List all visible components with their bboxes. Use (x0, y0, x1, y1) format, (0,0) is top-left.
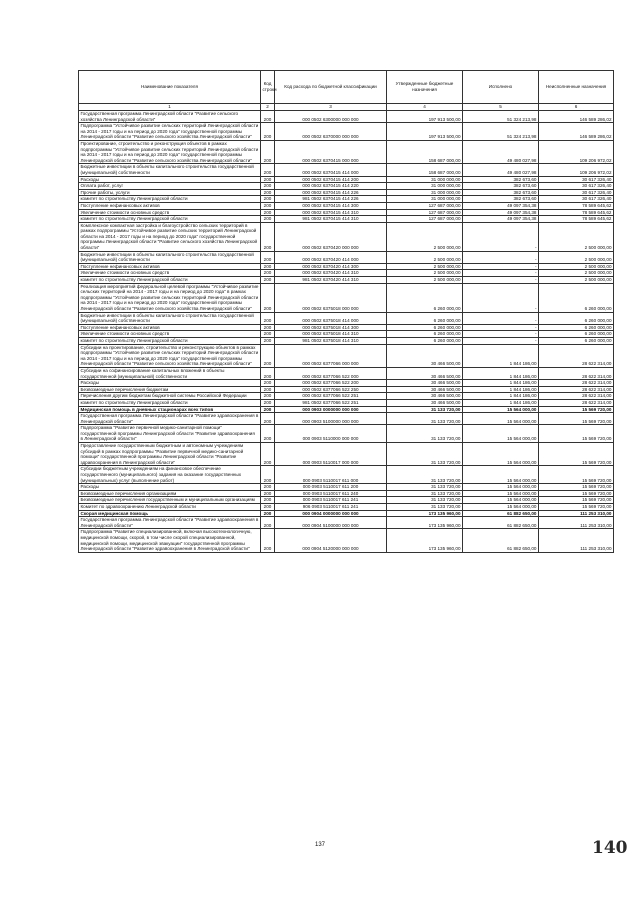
row-done: 382 673,60 (463, 176, 539, 183)
row-rest: 78 589 645,62 (539, 209, 614, 216)
row-code: 200 (261, 270, 275, 277)
row-rest: 30 617 326,40 (539, 189, 614, 196)
row-code: 200 (261, 222, 275, 251)
row-code: 200 (261, 324, 275, 331)
row-name: Прочие работы, услуги (79, 189, 261, 196)
row-done: - (463, 331, 539, 338)
row-plan: 30 466 500,00 (387, 386, 463, 393)
table-row (79, 176, 614, 183)
row-done: - (463, 222, 539, 251)
row-name: Подпрограмма "Развитие специализированной, включая высокотехнологичную, медицинской помощи, скорой, в том числе скорой специализированной, медицинской помощи, медицинской эвакуации" государственной программы Ленинградской области "Развитие здравоохранения в Ленинградской области" (79, 529, 261, 552)
row-done: 1 844 186,00 (463, 380, 539, 387)
row-kbk: 000 0502 6370415 414 220 (275, 183, 387, 190)
col-number: 2 (261, 104, 275, 111)
row-plan: 31 000 000,00 (387, 183, 463, 190)
row-name: Субсидии бюджетным учреждениям на финансовое обеспечение государственного (муниципального) задания на оказание государственных (муниципальных) услуг (выполнение работ) (79, 466, 261, 484)
budget-table (78, 70, 614, 553)
row-code: 200 (261, 504, 275, 511)
table-header-row (79, 71, 614, 104)
row-rest: 2 500 000,00 (539, 270, 614, 277)
column-number-row (79, 104, 614, 111)
row-kbk: 000 0502 6375018 414 000 (275, 312, 387, 324)
row-done: 15 564 000,00 (463, 406, 539, 413)
col-number: 5 (463, 104, 539, 111)
row-rest: 15 569 720,00 (539, 484, 614, 491)
row-kbk: 000 0904 5120000 000 000 (275, 529, 387, 552)
row-kbk: 000 0502 6375018 414 300 (275, 324, 387, 331)
row-code: 200 (261, 529, 275, 552)
row-done: 382 673,60 (463, 183, 539, 190)
row-plan: 127 687 000,00 (387, 209, 463, 216)
row-done: - (463, 263, 539, 270)
row-code: 200 (261, 413, 275, 425)
row-kbk: 000 0502 6377066 522 250 (275, 386, 387, 393)
row-kbk: 000 0903 5110017 611 241 (275, 497, 387, 504)
row-name: Государственная программа Ленинградской области "Развитие здравоохранения в Ленинградской области" (79, 413, 261, 425)
row-rest: 15 569 720,00 (539, 443, 614, 466)
row-kbk: 981 0502 6370415 414 310 (275, 216, 387, 223)
row-plan: 2 500 000,00 (387, 222, 463, 251)
row-done: 15 564 000,00 (463, 425, 539, 443)
row-done: 49 480 027,98 (463, 164, 539, 176)
row-done: 1 844 186,00 (463, 344, 539, 367)
row-code: 200 (261, 251, 275, 263)
row-rest: 2 500 000,00 (539, 222, 614, 251)
row-plan: 6 260 000,00 (387, 283, 463, 312)
row-plan: 31 133 720,00 (387, 497, 463, 504)
row-rest: 28 622 314,00 (539, 386, 614, 393)
row-done: 61 882 650,00 (463, 510, 539, 517)
row-name: Предоставление государственным бюджетным и автономным учреждениям субсидий в рамках подпрограммы "Развитие первичной медико-санитарной помощи" государственной программы Ленинградской области "Развитие здравоохранения в Ленинградской области" (79, 443, 261, 466)
row-kbk: 981 0502 6375018 414 310 (275, 337, 387, 344)
table-row (79, 510, 614, 517)
row-kbk: 000 0502 6375018 000 000 (275, 283, 387, 312)
row-rest: 2 500 000,00 (539, 277, 614, 284)
row-code: 200 (261, 344, 275, 367)
row-name: комитет по строительству Ленинградской области (79, 399, 261, 406)
row-name: Скорая медицинская помощь (79, 510, 261, 517)
row-rest: 30 617 326,40 (539, 183, 614, 190)
row-plan: 30 466 500,00 (387, 367, 463, 379)
table-row (79, 425, 614, 443)
header-done: Исполнено (463, 71, 539, 104)
row-plan: 31 133 720,00 (387, 504, 463, 511)
row-plan: 31 133 720,00 (387, 413, 463, 425)
row-done: 15 564 000,00 (463, 497, 539, 504)
row-plan: 31 000 000,00 (387, 196, 463, 203)
table-row (79, 140, 614, 163)
row-kbk: 981 0502 6377066 522 251 (275, 399, 387, 406)
row-code: 200 (261, 111, 275, 123)
header-kbk: Код расхода по бюджетной классификации (275, 71, 387, 104)
row-rest: 6 260 000,00 (539, 283, 614, 312)
row-kbk: 000 0904 0000000 000 000 (275, 510, 387, 517)
row-name: Увеличение стоимости основных средств (79, 209, 261, 216)
row-name: Проектирование, строительство и реконструкция объектов в рамках подпрограммы "Устойчивое развитие сельских территорий Ленинградской области на 2014 - 2017 годы и на период до 2020 года" государственной программы Ленинградской области "Развитие сельского хозяйства Ленинградской области" (79, 140, 261, 163)
row-done: 15 564 000,00 (463, 490, 539, 497)
row-done: 49 097 354,38 (463, 202, 539, 209)
header-name: Наименование показателя (79, 71, 261, 104)
row-name: Поступление нефинансовых активов (79, 324, 261, 331)
row-kbk: 000 0903 5100000 000 000 (275, 413, 387, 425)
row-rest: 78 589 645,62 (539, 216, 614, 223)
table-row (79, 337, 614, 344)
row-rest: 109 206 972,02 (539, 164, 614, 176)
row-rest: 146 589 286,02 (539, 111, 614, 123)
table-row (79, 484, 614, 491)
row-plan: 158 687 000,00 (387, 140, 463, 163)
table-row (79, 283, 614, 312)
table-row (79, 517, 614, 529)
row-plan: 173 135 960,00 (387, 510, 463, 517)
row-plan: 31 133 720,00 (387, 443, 463, 466)
row-done: - (463, 251, 539, 263)
table-row (79, 263, 614, 270)
row-code: 200 (261, 189, 275, 196)
row-rest: 15 569 720,00 (539, 406, 614, 413)
table-row (79, 399, 614, 406)
row-rest: 30 617 326,40 (539, 176, 614, 183)
row-name: Бюджетные инвестиции в объекты капитального строительства государственной (муниципальной) собственности (79, 164, 261, 176)
row-rest: 28 622 314,00 (539, 380, 614, 387)
col-number: 4 (387, 104, 463, 111)
row-kbk: 981 0502 6370420 414 310 (275, 277, 387, 284)
row-done: 1 844 186,00 (463, 367, 539, 379)
row-done: 61 882 650,00 (463, 517, 539, 529)
table-row (79, 367, 614, 379)
row-kbk: 000 0903 5110000 000 000 (275, 425, 387, 443)
row-kbk: 981 0502 6370415 414 226 (275, 196, 387, 203)
archive-stamp: 140 (592, 838, 628, 858)
row-name: Поступление нефинансовых активов (79, 202, 261, 209)
row-code: 200 (261, 331, 275, 338)
row-plan: 6 260 000,00 (387, 324, 463, 331)
row-name: комитет по строительству Ленинградской области (79, 216, 261, 223)
row-done: 1 844 186,00 (463, 399, 539, 406)
row-name: Оплата работ, услуг (79, 183, 261, 190)
row-name: комитет по строительству Ленинградской области (79, 337, 261, 344)
row-done: - (463, 283, 539, 312)
row-plan: 6 260 000,00 (387, 312, 463, 324)
table-body (79, 111, 614, 553)
table-row (79, 222, 614, 251)
table-row (79, 443, 614, 466)
row-plan: 31 000 000,00 (387, 176, 463, 183)
col-number: 6 (539, 104, 614, 111)
table-row (79, 183, 614, 190)
row-plan: 6 260 000,00 (387, 337, 463, 344)
row-done: - (463, 324, 539, 331)
row-rest: 28 622 314,00 (539, 399, 614, 406)
header-code: Код строки (261, 71, 275, 104)
row-code: 200 (261, 393, 275, 400)
row-kbk: 000 0502 6370415 414 310 (275, 209, 387, 216)
row-name: Комплексное компактная застройка и благоустройство сельских территорий в рамках подпрограммы "Устойчивое развитие сельских территорий Ленинградской области на 2014 - 2017 годы и на период до 2020 года" государственной программы Ленинградской области "Развитие сельского хозяйства Ленинградской области" (79, 222, 261, 251)
row-code: 200 (261, 466, 275, 484)
row-name: Увеличение стоимости основных средств (79, 331, 261, 338)
table-row (79, 123, 614, 141)
header-rest: Неисполненные назначения (539, 71, 614, 104)
row-kbk: 000 0904 5100000 000 000 (275, 517, 387, 529)
table-row (79, 406, 614, 413)
row-rest: 146 589 286,02 (539, 123, 614, 141)
table-row (79, 277, 614, 284)
row-rest: 111 253 310,00 (539, 517, 614, 529)
row-rest: 15 569 720,00 (539, 466, 614, 484)
row-name: Медицинская помощь в дневных стационарах всех типов (79, 406, 261, 413)
row-kbk: 000 0502 6370420 414 000 (275, 251, 387, 263)
row-done: 51 324 213,98 (463, 111, 539, 123)
row-name: Расходы (79, 484, 261, 491)
report-sheet (78, 70, 613, 553)
row-kbk: 000 0502 6377066 000 000 (275, 344, 387, 367)
table-row (79, 466, 614, 484)
row-kbk: 000 0502 6370415 414 200 (275, 176, 387, 183)
row-kbk: 000 0903 0000000 000 000 (275, 406, 387, 413)
table-row (79, 202, 614, 209)
row-rest: 28 622 314,00 (539, 367, 614, 379)
row-done: 61 882 650,00 (463, 529, 539, 552)
table-row (79, 490, 614, 497)
row-code: 200 (261, 277, 275, 284)
row-kbk: 000 0903 5110017 611 200 (275, 484, 387, 491)
row-name: Субсидии на проектирование, строительство и реконструкцию объектов в рамках подпрограммы "Устойчивое развитие сельских территорий Ленинградской области на 2014 - 2017 годы и на период до 2020 года" государственной программы Ленинградской области "Развитие сельского хозяйства Ленинградской области" (79, 344, 261, 367)
table-row (79, 386, 614, 393)
row-code: 200 (261, 337, 275, 344)
row-name: Поступление нефинансовых активов (79, 263, 261, 270)
row-name: Безвозмездные перечисления бюджетам (79, 386, 261, 393)
row-kbk: 000 0502 6370000 000 000 (275, 123, 387, 141)
row-done: 51 324 213,98 (463, 123, 539, 141)
row-code: 200 (261, 312, 275, 324)
row-done: 15 564 000,00 (463, 484, 539, 491)
table-row (79, 393, 614, 400)
row-name: Подпрограмма "Развитие первичной медико-санитарной помощи" государственной программы Ленинградской области "Развитие здравоохранения в Ленинградской области" (79, 425, 261, 443)
row-kbk: 000 0502 6377066 522 251 (275, 393, 387, 400)
table-row (79, 209, 614, 216)
row-code: 200 (261, 209, 275, 216)
row-rest: 2 500 000,00 (539, 263, 614, 270)
row-code: 200 (261, 164, 275, 176)
row-name: Расходы (79, 176, 261, 183)
row-kbk: 000 0502 6370420 414 300 (275, 263, 387, 270)
row-rest: 109 206 972,02 (539, 140, 614, 163)
row-code: 200 (261, 263, 275, 270)
row-rest: 111 253 310,00 (539, 510, 614, 517)
row-rest: 6 260 000,00 (539, 312, 614, 324)
table-row (79, 216, 614, 223)
row-rest: 15 569 720,00 (539, 425, 614, 443)
row-rest: 28 622 314,00 (539, 344, 614, 367)
row-done: 49 097 354,38 (463, 209, 539, 216)
row-code: 200 (261, 123, 275, 141)
row-done: 15 564 000,00 (463, 466, 539, 484)
row-plan: 30 466 500,00 (387, 399, 463, 406)
row-rest: 15 569 720,00 (539, 497, 614, 504)
row-kbk: 000 0502 6370415 000 000 (275, 140, 387, 163)
row-done: 15 564 000,00 (463, 504, 539, 511)
row-code: 200 (261, 140, 275, 163)
row-kbk: 000 0903 5110017 000 000 (275, 443, 387, 466)
row-name: Комитет по здравоохранению Ленинградской области (79, 504, 261, 511)
table-row (79, 344, 614, 367)
row-plan: 127 687 000,00 (387, 216, 463, 223)
row-plan: 197 913 500,00 (387, 123, 463, 141)
row-plan: 2 500 000,00 (387, 251, 463, 263)
row-kbk: 000 0502 6370415 414 226 (275, 189, 387, 196)
table-row (79, 111, 614, 123)
row-name: Субсидии на софинансирование капитальных вложений в объекты государственной (муниципальной) собственности (79, 367, 261, 379)
row-done: 1 844 186,00 (463, 386, 539, 393)
row-plan: 197 913 500,00 (387, 111, 463, 123)
row-plan: 31 133 720,00 (387, 484, 463, 491)
row-name: Перечисления другим бюджетам бюджетной системы Российской Федерации (79, 393, 261, 400)
row-rest: 6 260 000,00 (539, 331, 614, 338)
row-name: комитет по строительству Ленинградской области (79, 277, 261, 284)
row-plan: 173 135 960,00 (387, 529, 463, 552)
col-number: 3 (275, 104, 387, 111)
row-plan: 31 000 000,00 (387, 189, 463, 196)
row-name: Безвозмездные перечисления государственным и муниципальным организациям (79, 497, 261, 504)
row-rest: 111 253 310,00 (539, 529, 614, 552)
row-code: 200 (261, 406, 275, 413)
row-plan: 31 133 720,00 (387, 466, 463, 484)
row-done: 15 564 000,00 (463, 443, 539, 466)
row-name: Государственная программа Ленинградской области "Развитие сельского хозяйства Ленинградской области" (79, 111, 261, 123)
row-code: 200 (261, 517, 275, 529)
row-code: 200 (261, 425, 275, 443)
row-rest: 6 260 000,00 (539, 337, 614, 344)
row-code: 200 (261, 386, 275, 393)
table-row (79, 189, 614, 196)
row-code: 200 (261, 510, 275, 517)
table-row (79, 331, 614, 338)
row-rest: 30 617 326,40 (539, 196, 614, 203)
row-name: Бюджетные инвестиции в объекты капитального строительства государственной (муниципальной) собственности (79, 251, 261, 263)
row-done: - (463, 270, 539, 277)
row-plan: 2 500 000,00 (387, 263, 463, 270)
row-code: 200 (261, 283, 275, 312)
row-kbk: 000 0502 6370415 414 300 (275, 202, 387, 209)
row-code: 200 (261, 216, 275, 223)
row-name: Государственная программа Ленинградской области "Развитие здравоохранения в Ленинградской области" (79, 517, 261, 529)
row-rest: 2 500 000,00 (539, 251, 614, 263)
row-code: 200 (261, 176, 275, 183)
row-kbk: 000 0502 6370415 414 000 (275, 164, 387, 176)
row-done: 49 097 354,38 (463, 216, 539, 223)
page-number: 137 (314, 842, 325, 848)
header-plan: Утвержденные бюджетные назначения (387, 71, 463, 104)
row-kbk: 000 0502 6370420 000 000 (275, 222, 387, 251)
row-kbk: 000 0903 5110017 611 240 (275, 490, 387, 497)
row-rest: 78 589 645,62 (539, 202, 614, 209)
row-kbk: 000 0502 6377066 522 200 (275, 380, 387, 387)
table-row (79, 413, 614, 425)
row-done: - (463, 337, 539, 344)
row-plan: 30 466 500,00 (387, 380, 463, 387)
row-code: 200 (261, 497, 275, 504)
row-plan: 31 133 720,00 (387, 425, 463, 443)
table-row (79, 196, 614, 203)
table-row (79, 529, 614, 552)
row-code: 200 (261, 367, 275, 379)
col-number: 1 (79, 104, 261, 111)
row-kbk: 000 0903 5110017 611 000 (275, 466, 387, 484)
row-plan: 30 466 500,00 (387, 344, 463, 367)
row-plan: 31 133 720,00 (387, 406, 463, 413)
row-code: 200 (261, 196, 275, 203)
row-code: 200 (261, 380, 275, 387)
row-plan: 158 687 000,00 (387, 164, 463, 176)
row-name: Безвозмездные перечисления организациям (79, 490, 261, 497)
row-kbk: 000 0502 6377066 522 000 (275, 367, 387, 379)
row-name: комитет по строительству Ленинградской области (79, 196, 261, 203)
row-kbk: 000 0502 6375018 414 310 (275, 331, 387, 338)
table-row (79, 251, 614, 263)
row-code: 200 (261, 399, 275, 406)
row-name: Реализация мероприятий федеральной целевой программы "Устойчивое развитие сельских территорий на 2014 - 2017 годы и на период до 2020 года" в рамках подпрограммы "Устойчивое развитие сельских территорий Ленинградской области на 2014 - 2017 годы и на период до 2020 года" государственной программы Ленинградской области "Развитие сельского хозяйства Ленинградской области" (79, 283, 261, 312)
table-row (79, 504, 614, 511)
row-code: 200 (261, 484, 275, 491)
row-done: 382 673,60 (463, 189, 539, 196)
row-done: 382 673,60 (463, 196, 539, 203)
row-done: - (463, 312, 539, 324)
row-code: 200 (261, 443, 275, 466)
row-done: 49 480 027,98 (463, 140, 539, 163)
row-rest: 15 569 720,00 (539, 413, 614, 425)
table-row (79, 380, 614, 387)
row-kbk: 000 0502 6370420 414 310 (275, 270, 387, 277)
table-row (79, 324, 614, 331)
row-rest: 6 260 000,00 (539, 324, 614, 331)
row-name: Бюджетные инвестиции в объекты капитального строительства государственной (муниципальной) собственности (79, 312, 261, 324)
row-code: 200 (261, 183, 275, 190)
row-plan: 6 260 000,00 (387, 331, 463, 338)
row-plan: 173 135 960,00 (387, 517, 463, 529)
row-kbk: 906 0903 5110017 611 241 (275, 504, 387, 511)
row-plan: 31 133 720,00 (387, 490, 463, 497)
row-rest: 15 569 720,00 (539, 504, 614, 511)
row-plan: 2 500 000,00 (387, 277, 463, 284)
row-name: Расходы (79, 380, 261, 387)
row-plan: 127 687 000,00 (387, 202, 463, 209)
row-name: Увеличение стоимости основных средств (79, 270, 261, 277)
row-done: 1 844 186,00 (463, 393, 539, 400)
row-plan: 2 500 000,00 (387, 270, 463, 277)
row-rest: 15 569 720,00 (539, 490, 614, 497)
row-name: Подпрограмма "Устойчивое развитие сельских территорий Ленинградской области на 2014 - 2017 годы и на период до 2020 года" государственной программы Ленинградской области "Развитие сельского хозяйства Ленинградской области" (79, 123, 261, 141)
row-rest: 28 622 314,00 (539, 393, 614, 400)
row-done: 15 564 000,00 (463, 413, 539, 425)
table-row (79, 164, 614, 176)
table-row (79, 497, 614, 504)
row-kbk: 000 0502 6300000 000 000 (275, 111, 387, 123)
table-row (79, 312, 614, 324)
table-row (79, 270, 614, 277)
row-code: 200 (261, 202, 275, 209)
row-code: 200 (261, 490, 275, 497)
row-done: - (463, 277, 539, 284)
row-plan: 30 466 500,00 (387, 393, 463, 400)
